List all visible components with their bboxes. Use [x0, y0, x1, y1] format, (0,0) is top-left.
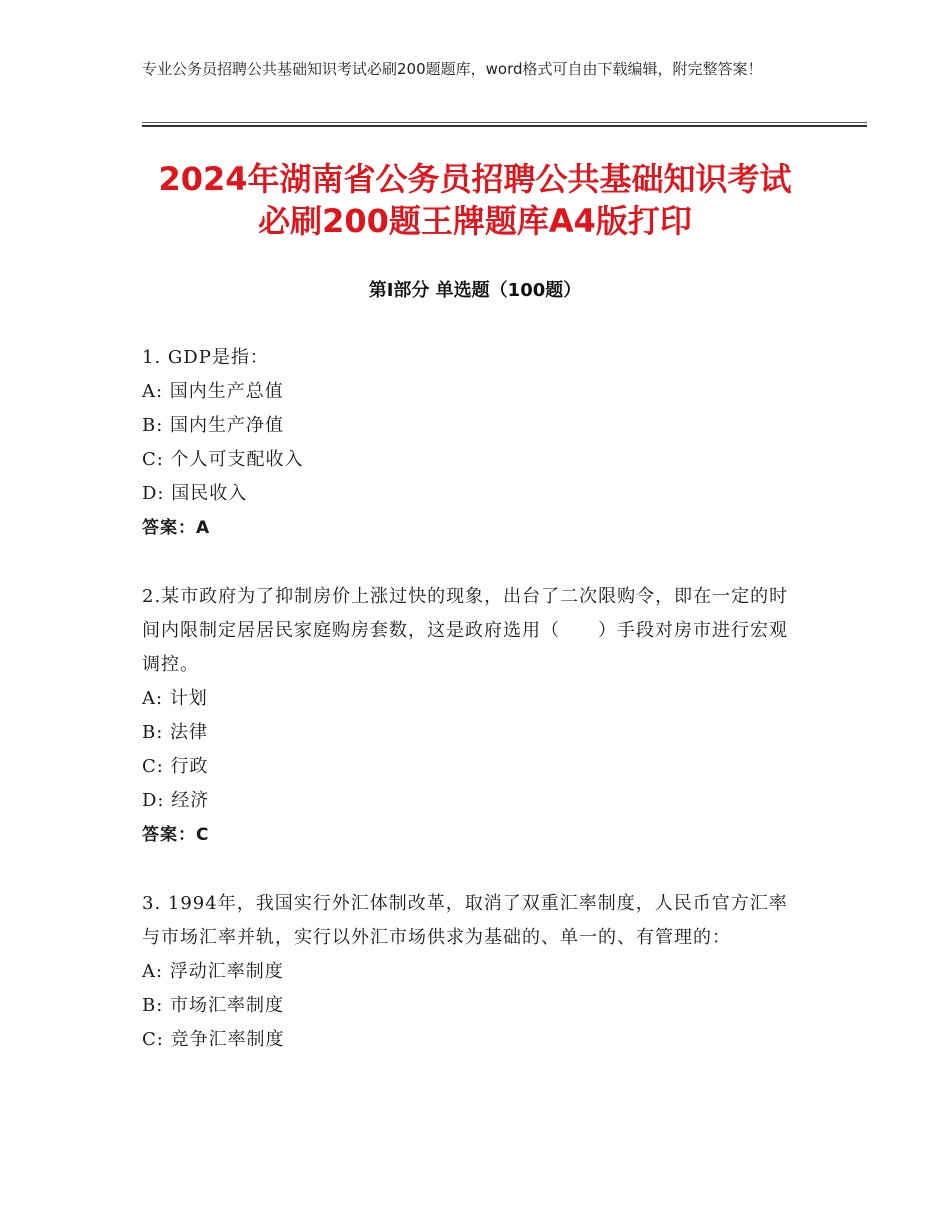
option-a: A: 国内生产总值: [142, 381, 284, 402]
option-a: A: 计划: [142, 688, 208, 709]
option-d: D: 国民收入: [142, 483, 248, 504]
header-divider-thick: [142, 125, 867, 127]
header-note: 专业公务员招聘公共基础知识考试必刷200题题库，word格式可自由下载编辑，附完整答案！: [142, 60, 763, 78]
title-line-2: 必刷200题王牌题库A4版打印: [258, 202, 692, 240]
section-heading: 第Ⅰ部分 单选题（100题）: [368, 280, 582, 301]
document-title: [100, 158, 850, 242]
question-stem: 1. GDP是指：: [142, 347, 269, 368]
option-c: C: 行政: [142, 756, 209, 777]
option-b: B: 市场汇率制度: [142, 995, 285, 1016]
question-stem: 3. 1994年，我国实行外汇体制改革，取消了双重汇率制度，人民币官方汇率与市场汇率并轨，实行以外汇市场供求为基础的、单一的、有管理的：: [142, 893, 788, 948]
answer: 答案：A: [142, 518, 211, 538]
option-c: C: 竞争汇率制度: [142, 1029, 285, 1050]
option-b: B: 国内生产净值: [142, 415, 285, 436]
option-b: B: 法律: [142, 722, 209, 743]
question-1: [142, 341, 802, 545]
option-c: C: 个人可支配收入: [142, 449, 304, 470]
header-divider-thin: [142, 122, 867, 123]
option-a: A: 浮动汇率制度: [142, 961, 284, 982]
option-d: D: 经济: [142, 790, 210, 811]
question-2: [142, 580, 802, 852]
answer: 答案：C: [142, 825, 210, 845]
question-stem: 2.某市政府为了抑制房价上涨过快的现象，出台了二次限购令，即在一定的时间内限制定居居民家庭购房套数，这是政府选用（ ）手段对房市进行宏观调控。: [142, 586, 789, 675]
question-3: [142, 887, 802, 1057]
title-line-1: 2024年湖南省公务员招聘公共基础知识考试: [158, 160, 792, 198]
